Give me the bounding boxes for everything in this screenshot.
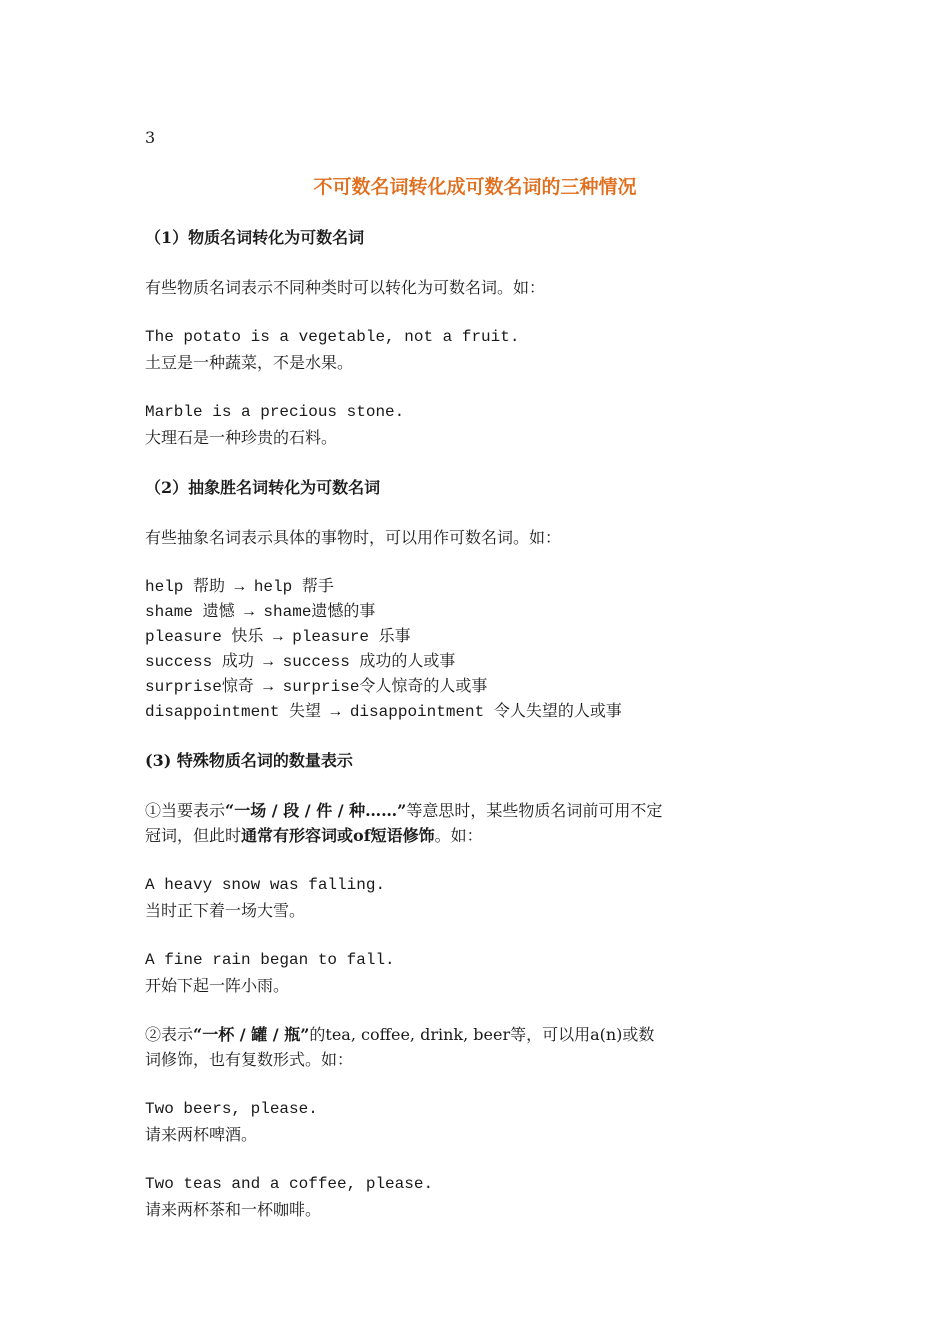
- example-sentence-en: Marble is a precious stone.: [145, 403, 405, 421]
- paragraph-line: [145, 823, 483, 848]
- example-sentence-en: A fine rain began to fall.: [145, 951, 395, 969]
- word-pair-item: pleasure 快乐 → pleasure 乐事: [145, 628, 411, 646]
- word-pair-item: help 帮助 → help 帮手: [145, 578, 334, 596]
- example-sentence-en: A heavy snow was falling.: [145, 876, 386, 894]
- section2-intro: 有些抽象名词表示具体的事物时，可以用作可数名词。如：: [145, 528, 562, 547]
- example-sentence-en: Two teas and a coffee, please.: [145, 1175, 434, 1193]
- word-pair-item: shame 遗憾 → shame遗憾的事: [145, 603, 376, 621]
- example-sentence-en: The potato is a vegetable, not a fruit.: [145, 328, 520, 346]
- paragraph-text: ②表示: [145, 1025, 194, 1044]
- quoted-term: “一杯 / 罐 / 瓶”: [193, 1025, 310, 1044]
- example-sentence-zh: 请来两杯啤酒。: [145, 1125, 258, 1144]
- example-sentence-zh: 开始下起一阵小雨。: [145, 976, 290, 995]
- word-pair-item: surprise惊奇 → surprise令人惊奇的人或事: [145, 678, 488, 696]
- section2-heading: （2）抽象胜名词转化为可数名词: [145, 478, 381, 497]
- example-sentence-zh: 土豆是一种蔬菜，不是水果。: [145, 353, 354, 372]
- paragraph-line: [145, 798, 662, 823]
- paragraph-text: 等意思时，某些物质名词前可用不定: [406, 801, 663, 820]
- quoted-term: “一场 / 段 / 件 / 种……”: [225, 801, 407, 820]
- example-sentence-zh: 请来两杯茶和一杯咖啡。: [145, 1200, 322, 1219]
- paragraph-text: 的tea, coffee, drink, beer等，可以用a(n)或数: [309, 1025, 655, 1044]
- example-sentence-zh: 当时正下着一场大雪。: [145, 901, 306, 920]
- word-pair-item: disappointment 失望 → disappointment 令人失望的人或事: [145, 703, 622, 721]
- word-pair-item: success 成功 → success 成功的人或事: [145, 653, 456, 671]
- section1-heading: （1）物质名词转化为可数名词: [145, 228, 365, 247]
- section3-heading: (3) 特殊物质名词的数量表示: [145, 751, 353, 770]
- example-sentence-zh: 大理石是一种珍贵的石料。: [145, 428, 338, 447]
- section1-intro: 有些物质名词表示不同种类时可以转化为可数名词。如：: [145, 278, 546, 297]
- page-number: 3: [145, 128, 156, 147]
- example-sentence-en: Two beers, please.: [145, 1100, 318, 1118]
- paragraph-line: [145, 1022, 654, 1047]
- page-title: 不可数名词转化成可数名词的三种情况: [313, 176, 637, 198]
- paragraph-text: 冠词，但此时: [145, 826, 242, 845]
- paragraph-line: 词修饰，也有复数形式。如：: [145, 1050, 354, 1069]
- emphasis-text: 通常有形容词或of短语修饰: [241, 826, 435, 845]
- paragraph-text: ①当要表示: [145, 801, 226, 820]
- paragraph-text: 。如：: [434, 826, 483, 845]
